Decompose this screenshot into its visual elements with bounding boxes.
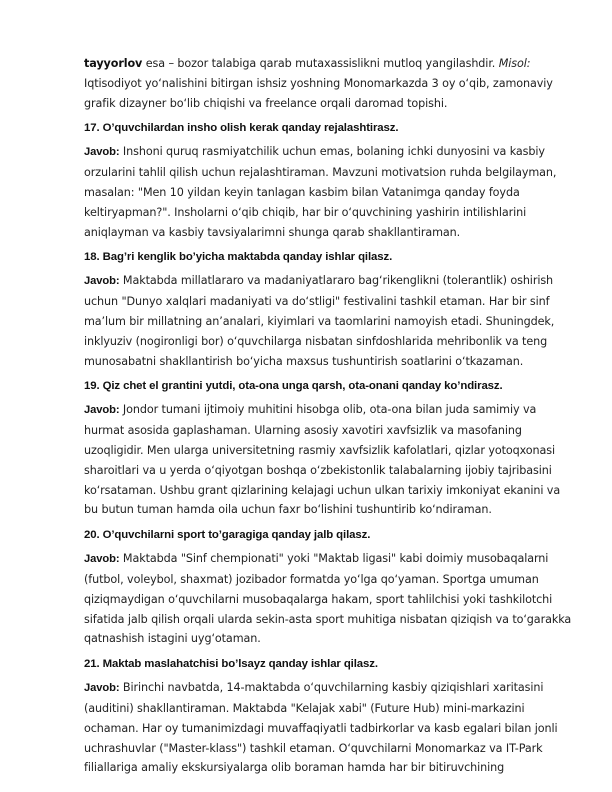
answer-18 bbox=[84, 271, 574, 371]
intro-paragraph bbox=[84, 54, 574, 113]
document-body bbox=[84, 54, 574, 784]
answer-text: Inshoni quruq rasmiyatchilik uchun emas, bolaning ichki dunyosini va kasbiy orzularini tahlil qilish uchun rejalashtiraman. Mavzuni motivatsion ruhda belgilayman, masalan: "Men 10 yildan keyin tanlagan kasbim bilan Vatanimga qanday foyda keltiryapman?". Insholarni o‘qib chiqib, har bir o‘quvchining yashirin intilishlarini aniqlayman va kasbiy tavsiyalarimni shunga qarab shakllantiraman. bbox=[84, 145, 557, 239]
intro-text: esa – bozor talabiga qarab mutaxassislikni mutloq yangilashdir. bbox=[142, 57, 499, 70]
answer-20 bbox=[84, 549, 574, 649]
answer-17 bbox=[84, 142, 574, 242]
answer-text: Birinchi navbatda, 14-maktabda o‘quvchilarning kasbiy qiziqishlari xaritasini (auditini) shakllantiraman. Maktabda "Kelajak xabi" (Future Hub) mini-markazini ochaman. Har oy tumanimizdagi muvaffaqiyatli tadbirkorlar va kasb egalari bilan jonli uchrashuvlar ("Master-klass") tashkil etaman. O‘quvchilarni Monomarkaz va IT-Park filiallariga amaliy ekskursiyalarga olib boraman hamda har bir bitiruvchining bbox=[84, 681, 558, 775]
question-21: 21. Maktab maslahatchisi bo’lsayz qanday ishlar qilasz. bbox=[84, 658, 378, 671]
intro-bold-word: tayyorlov bbox=[84, 57, 143, 70]
question-19: 19. Qiz chet el grantini yutdi, ota-ona unga qarsh, ota-onani qanday ko’ndirasz. bbox=[84, 380, 503, 393]
answer-text: Maktabda millatlararo va madaniyatlararo bag‘rikenglikni (tolerantlik) oshirish uchun "Dunyo xalqlari madaniyati va do‘stligi" festivalini tashkil etaman. Har bir sinf ma’lum bir millatning an’analari, kiyimlari va taomlarini namoyish etadi. Shuningdek, inklyuziv (nogironligi bor) o‘quvchilarga nisbatan sinfdoshlarida mehribonlik va teng munosabatni shakllantirish bo‘yicha maxsus tushuntirish soatlarini o‘tkazaman. bbox=[84, 274, 555, 368]
answer-label: Javob: bbox=[84, 146, 120, 159]
answer-label: Javob: bbox=[84, 404, 120, 417]
answer-21 bbox=[84, 678, 574, 778]
intro-example-text: Iqtisodiyot yo‘nalishini bitirgan ishsiz yoshning Monomarkazda 3 oy o‘qib, zamonaviy grafik dizayner bo‘lib chiqishi va freelance orqali daromad topishi. bbox=[84, 76, 553, 110]
answer-text: Jondor tumani ijtimoiy muhitini hisobga olib, ota-ona bilan juda samimiy va hurmat asosida gaplashaman. Ularning asosiy xavotiri xavfsizlik va masofaning uzoqligidir. Men ularga universitetning rasmiy xavfsizlik kafolatlari, qizlar yotoqxonasi sharoitlari va u yerda o‘qiyotgan boshqa o‘zbekistonlik talabalarning ijobiy tajribasini ko‘rsataman. Ushbu grant qizlarining kelajagi uchun ulkan tarixiy imkoniyat ekanini va bu butun tuman hamda oila uchun faxr bo‘lishini tushuntirib ko‘ndiraman. bbox=[84, 403, 561, 517]
question-17: 17. O’quvchilardan insho olish kerak qanday rejalashtirasz. bbox=[84, 122, 399, 135]
question-18: 18. Bag’ri kenglik bo’yicha maktabda qanday ishlar qilasz. bbox=[84, 251, 393, 264]
answer-label: Javob: bbox=[84, 553, 120, 566]
question-20: 20. O’quvchilarni sport to’garagiga qanday jalb qilasz. bbox=[84, 529, 371, 542]
answer-text: Maktabda "Sinf chempionati" yoki "Maktab ligasi" kabi doimiy musobaqalarni (futbol, voleybol, shaxmat) jozibador formatda yo‘lga qo‘yaman. Sportga umuman qiziqmaydigan o‘quvchilarni musobaqalarga hakam, sport tahlilchisi yoki tashkilotchi sifatida jalb qilish orqali ularda sekin-asta sport muhitiga nisbatan qiziqish va to‘garakka qatnashish istagini uyg‘otaman. bbox=[84, 552, 572, 646]
answer-label: Javob: bbox=[84, 275, 120, 288]
answer-19 bbox=[84, 400, 574, 520]
answer-label: Javob: bbox=[84, 682, 120, 695]
example-label: Misol: bbox=[498, 57, 531, 70]
